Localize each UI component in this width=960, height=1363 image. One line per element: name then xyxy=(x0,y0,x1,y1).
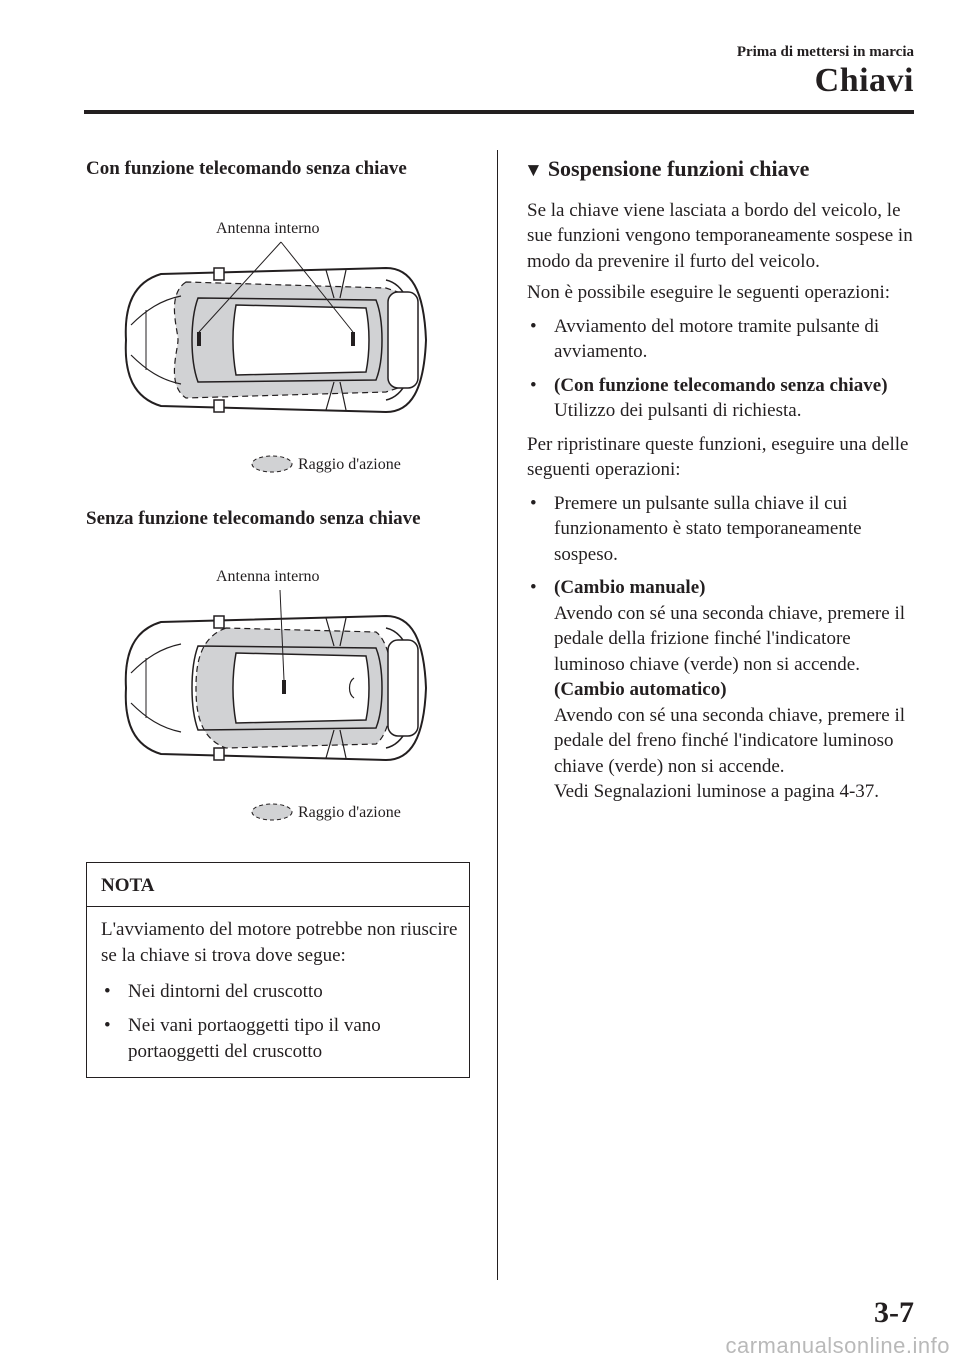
note-box xyxy=(86,862,470,1078)
running-header-section: Prima di mettersi in marcia xyxy=(736,44,914,60)
list-item: • Nei vani portaoggetti tipo il vano portaoggetti del cruscotto xyxy=(104,1015,381,1062)
antenna-label: Antenna interno xyxy=(216,568,320,585)
right-column xyxy=(524,156,917,813)
car-top-view-icon xyxy=(86,558,470,828)
note-list xyxy=(101,979,459,1065)
note-body xyxy=(87,907,469,1065)
restore-operations-list xyxy=(527,491,917,805)
section-title: ▼ Sospensione funzioni chiave xyxy=(524,156,914,184)
car-diagram-without-keyless xyxy=(86,558,470,828)
paragraph: Se la chiave viene lasciata a bordo del veicolo, le sue funzioni vengono temporaneamente sospese in modo da prevenire il furto del veicolo. xyxy=(527,199,913,272)
bullet-icon: • xyxy=(104,981,111,1002)
page-reference: Vedi Segnalazioni luminose a pagina 4-37. xyxy=(554,781,880,802)
car-diagram-with-keyless xyxy=(86,210,470,480)
bullet-icon: • xyxy=(530,315,537,337)
list-item: • Avviamento del motore tramite pulsante di avviamento. xyxy=(530,315,880,362)
triangle-down-icon: ▼ xyxy=(524,160,543,181)
list-item: • Nei dintorni del cruscotto xyxy=(101,979,459,1005)
note-text: L'avviamento del motore potrebbe non riuscire se la chiave si trova dove segue: xyxy=(101,919,458,966)
range-label: Raggio d'azione xyxy=(298,456,401,473)
column-divider xyxy=(497,150,498,1280)
header-rule xyxy=(84,110,914,114)
note-title: NOTA xyxy=(87,863,469,907)
car-top-view-icon xyxy=(86,210,470,480)
caption-without-keyless: Senza funzione telecomando senza chiave xyxy=(86,508,421,529)
bullet-icon: • xyxy=(530,492,537,514)
bullet-icon: • xyxy=(530,374,537,396)
running-header-title: Chiavi xyxy=(814,62,914,99)
disabled-operations-list xyxy=(527,314,917,424)
paragraph: Per ripristinare queste funzioni, eseguire una delle seguenti operazioni: xyxy=(527,433,909,480)
caption-with-keyless: Con funzione telecomando senza chiave xyxy=(86,158,407,179)
bullet-icon: • xyxy=(104,1015,111,1036)
list-item: • Premere un pulsante sulla chiave il cui funzionamento è stato temporaneamente sospeso. xyxy=(530,492,862,565)
list-item: • (Con funzione telecomando senza chiave) Utilizzo dei pulsanti di richiesta. xyxy=(530,374,888,421)
watermark: carmanualsonline.info xyxy=(725,1333,950,1358)
page-number: 3-7 xyxy=(874,1296,914,1329)
range-label: Raggio d'azione xyxy=(298,804,401,821)
bullet-icon: • xyxy=(530,577,537,598)
antenna-label: Antenna interno xyxy=(216,220,320,237)
paragraph: Non è possibile eseguire le seguenti operazioni: xyxy=(527,282,891,303)
list-item: • (Cambio manuale) Avendo con sé una seconda chiave, premere il pedale della frizione finché l'indicatore luminoso chiave (verde) non si accende. (Cambio automatico) Avendo con sé una seconda chiave, premere il pedale del freno finché l'indicatore luminoso chiave (verde) non si accende. Vedi Segnalazioni luminose a pagina 4-37. xyxy=(530,577,905,802)
